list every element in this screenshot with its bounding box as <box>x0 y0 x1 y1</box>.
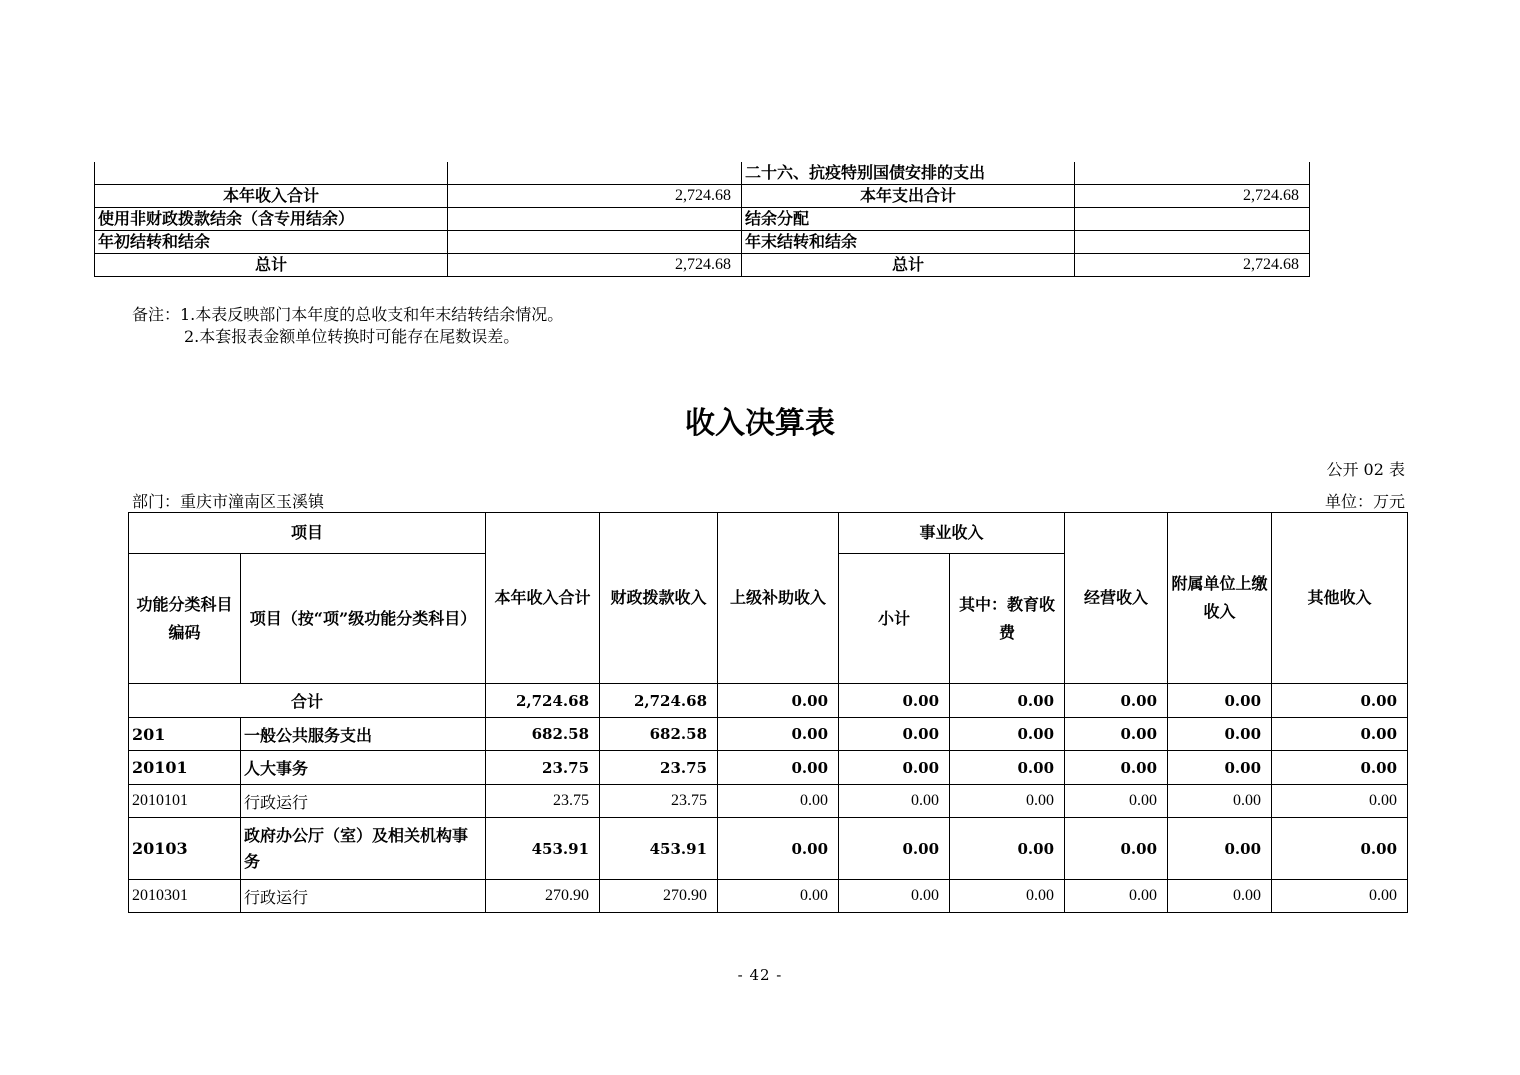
header-superior-subsidy: 上级补助收入 <box>718 513 839 684</box>
cell-code: 20101 <box>129 751 241 785</box>
right-value: 2,724.68 <box>1075 185 1310 208</box>
table-row <box>129 785 1408 818</box>
cell-total-income: 23.75 <box>486 785 600 818</box>
header-operating: 经营收入 <box>1065 513 1168 684</box>
department-label: 部门：重庆市潼南区玉溪镇 <box>132 492 325 511</box>
table-row <box>129 751 1408 785</box>
cell-subtotal: 0.00 <box>839 880 950 913</box>
cell-superior-subsidy: 0.00 <box>718 880 839 913</box>
left-label: 本年收入合计 <box>95 185 448 208</box>
cell-operating: 0.00 <box>1065 718 1168 751</box>
cell-affiliated: 0.00 <box>1168 751 1272 785</box>
total-row <box>129 684 1408 718</box>
cell-affiliated: 0.00 <box>1168 684 1272 718</box>
left-label: 总计 <box>95 254 448 277</box>
remark-line-1: 备注：1.本表反映部门本年度的总收支和年末结转结余情况。 <box>132 305 564 324</box>
summary-row <box>95 185 1310 208</box>
cell-other: 0.00 <box>1272 751 1408 785</box>
cell-total-income: 270.90 <box>486 880 600 913</box>
table-row <box>129 718 1408 751</box>
right-label: 年末结转和结余 <box>742 231 1075 254</box>
cell-superior-subsidy: 0.00 <box>718 684 839 718</box>
cell-subtotal: 0.00 <box>839 751 950 785</box>
cell-operating: 0.00 <box>1065 684 1168 718</box>
total-label: 合计 <box>129 684 486 718</box>
cell-subtotal: 0.00 <box>839 684 950 718</box>
cell-operating: 0.00 <box>1065 751 1168 785</box>
cell-total-income: 682.58 <box>486 718 600 751</box>
cell-fiscal: 270.90 <box>600 880 718 913</box>
right-value: 2,724.68 <box>1075 254 1310 277</box>
cell-name: 一般公共服务支出 <box>241 718 486 751</box>
cell-code: 2010301 <box>129 880 241 913</box>
cell-education-fee: 0.00 <box>950 684 1065 718</box>
cell-fiscal: 453.91 <box>600 818 718 880</box>
cell-name: 人大事务 <box>241 751 486 785</box>
summary-table-continuation <box>94 162 1310 277</box>
cell-superior-subsidy: 0.00 <box>718 718 839 751</box>
header-row <box>129 513 1408 554</box>
cell-fiscal: 2,724.68 <box>600 684 718 718</box>
header-business-income: 事业收入 <box>839 513 1065 554</box>
header-other: 其他收入 <box>1272 513 1408 684</box>
page-title: 收入决算表 <box>685 406 835 441</box>
cell-superior-subsidy: 0.00 <box>718 818 839 880</box>
right-label: 二十六、抗疫特别国债安排的支出 <box>742 162 1075 185</box>
unit-label: 单位：万元 <box>1324 492 1405 511</box>
table-number: 公开 02 表 <box>1326 460 1405 479</box>
right-value <box>1075 231 1310 254</box>
cell-subtotal: 0.00 <box>839 785 950 818</box>
cell-code: 2010101 <box>129 785 241 818</box>
left-value: 2,724.68 <box>448 254 742 277</box>
cell-code: 20103 <box>129 818 241 880</box>
right-value <box>1075 162 1310 185</box>
cell-affiliated: 0.00 <box>1168 818 1272 880</box>
header-subtotal: 小计 <box>839 554 950 684</box>
cell-fiscal: 682.58 <box>600 718 718 751</box>
cell-fiscal: 23.75 <box>600 785 718 818</box>
cell-name: 行政运行 <box>241 785 486 818</box>
cell-education-fee: 0.00 <box>950 751 1065 785</box>
cell-subtotal: 0.00 <box>839 818 950 880</box>
page-number: - 42 - <box>737 966 783 984</box>
cell-education-fee: 0.00 <box>950 880 1065 913</box>
header-project: 项目 <box>129 513 486 554</box>
left-label: 使用非财政拨款结余（含专用结余） <box>95 208 448 231</box>
cell-affiliated: 0.00 <box>1168 718 1272 751</box>
cell-other: 0.00 <box>1272 880 1408 913</box>
left-value <box>448 162 742 185</box>
summary-row <box>95 231 1310 254</box>
cell-total-income: 2,724.68 <box>486 684 600 718</box>
header-affiliated: 附属单位上缴收入 <box>1168 513 1272 684</box>
header-item-name: 项目（按“项”级功能分类科目） <box>241 554 486 684</box>
remark-line-2: 2.本套报表金额单位转换时可能存在尾数误差。 <box>184 327 520 346</box>
header-total-income: 本年收入合计 <box>486 513 600 684</box>
cell-code: 201 <box>129 718 241 751</box>
income-table <box>128 512 1408 913</box>
cell-education-fee: 0.00 <box>950 718 1065 751</box>
header-education-fee: 其中：教育收费 <box>950 554 1065 684</box>
cell-affiliated: 0.00 <box>1168 880 1272 913</box>
left-label <box>95 162 448 185</box>
summary-row <box>95 162 1310 185</box>
cell-operating: 0.00 <box>1065 880 1168 913</box>
cell-name: 政府办公厅（室）及相关机构事务 <box>241 818 486 880</box>
cell-superior-subsidy: 0.00 <box>718 785 839 818</box>
left-value <box>448 231 742 254</box>
left-value: 2,724.68 <box>448 185 742 208</box>
cell-other: 0.00 <box>1272 785 1408 818</box>
cell-other: 0.00 <box>1272 718 1408 751</box>
right-value <box>1075 208 1310 231</box>
table-row <box>129 880 1408 913</box>
cell-other: 0.00 <box>1272 684 1408 718</box>
cell-total-income: 453.91 <box>486 818 600 880</box>
summary-row <box>95 254 1310 277</box>
cell-affiliated: 0.00 <box>1168 785 1272 818</box>
cell-education-fee: 0.00 <box>950 785 1065 818</box>
header-fiscal: 财政拨款收入 <box>600 513 718 684</box>
left-value <box>448 208 742 231</box>
cell-superior-subsidy: 0.00 <box>718 751 839 785</box>
right-label: 本年支出合计 <box>742 185 1075 208</box>
right-label: 结余分配 <box>742 208 1075 231</box>
cell-operating: 0.00 <box>1065 785 1168 818</box>
cell-education-fee: 0.00 <box>950 818 1065 880</box>
header-func-code: 功能分类科目编码 <box>129 554 241 684</box>
table-row <box>129 818 1408 880</box>
cell-total-income: 23.75 <box>486 751 600 785</box>
cell-fiscal: 23.75 <box>600 751 718 785</box>
cell-operating: 0.00 <box>1065 818 1168 880</box>
cell-subtotal: 0.00 <box>839 718 950 751</box>
left-label: 年初结转和结余 <box>95 231 448 254</box>
summary-row <box>95 208 1310 231</box>
cell-name: 行政运行 <box>241 880 486 913</box>
right-label: 总计 <box>742 254 1075 277</box>
cell-other: 0.00 <box>1272 818 1408 880</box>
